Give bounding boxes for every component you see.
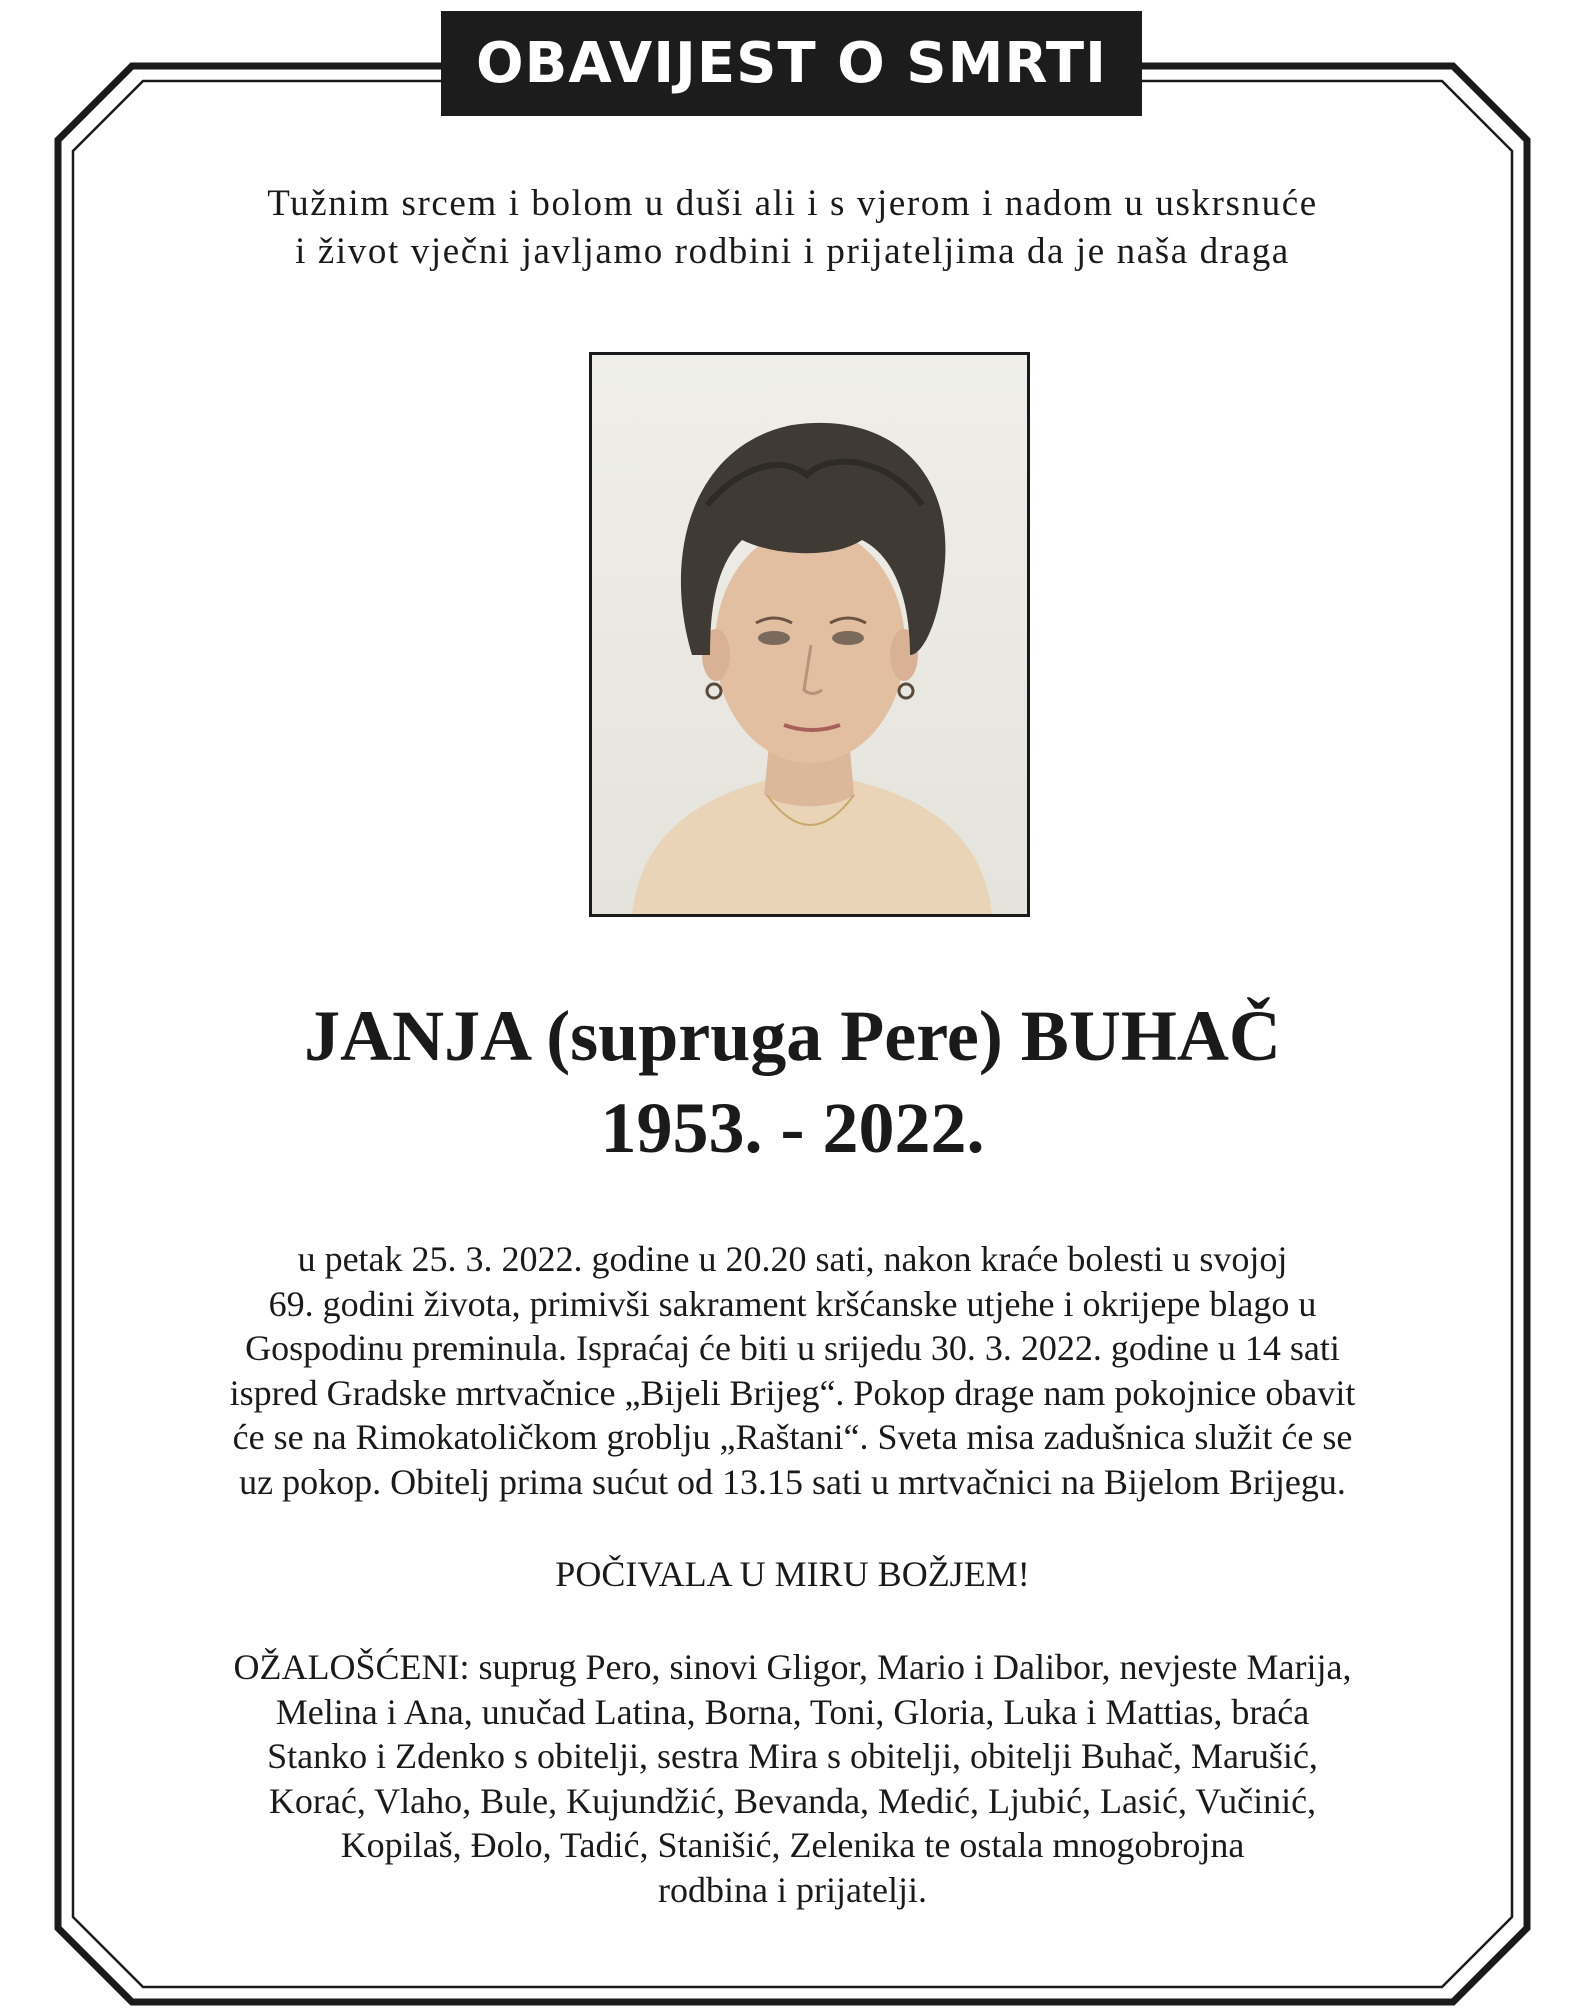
announcement-line: Gospodinu preminula. Ispraćaj će biti u srijedu 30. 3. 2022. godine u 14 sati	[245, 1328, 1340, 1368]
mourners-line: Melina i Ana, unučad Latina, Borna, Toni, Gloria, Luka i Mattias, braća	[275, 1691, 1310, 1732]
announcement-line: ispred Gradske mrtvačnice „Bijeli Brijeg“. Pokop drage nam pokojnice obavit	[229, 1372, 1356, 1413]
mourners-line: OŽALOŠĆENI: suprug Pero, sinovi Gligor, Mario i Dalibor, nevjeste Marija,	[233, 1647, 1352, 1687]
portrait-photo	[589, 352, 1030, 917]
deceased-name: JANJA (supruga Pere) BUHAČ	[304, 996, 1281, 1076]
mourners-line: rodbina i prijatelji.	[658, 1869, 927, 1910]
announcement-text	[150, 1237, 1435, 1504]
deceased-years: 1953. - 2022.	[600, 1088, 985, 1168]
announcement-line: će se na Rimokatoličkom groblju „Raštani“. Sveta misa zadušnica služit će se	[232, 1417, 1353, 1457]
announcement-line: 69. godini života, primivši sakrament kršćanske utjehe i okrijepe blago u	[268, 1283, 1317, 1324]
mourners-line: Korać, Vlaho, Bule, Kujundžić, Bevanda, Medić, Ljubić, Lasić, Vučinić,	[268, 1780, 1317, 1821]
intro-text	[160, 180, 1425, 276]
portrait-photo-icon	[592, 355, 1027, 914]
intro-line: i život vječni javljamo rodbini i prijateljima da je naša draga	[295, 231, 1290, 272]
announcement-line: uz pokop. Obitelj prima sućut od 13.15 sati u mrtvačnici na Bijelom Brijegu.	[239, 1461, 1346, 1502]
notice-title-banner	[441, 11, 1142, 116]
mourners-line: Stanko i Zdenko s obitelji, sestra Mira s obitelji, obitelji Buhač, Marušić,	[267, 1736, 1318, 1776]
intro-line: Tužnim srcem i bolom u duši ali i s vjerom i nadom u uskrsnuće	[267, 183, 1318, 224]
notice-title: OBAVIJEST O SMRTI	[476, 31, 1107, 96]
announcement-line: u petak 25. 3. 2022. godine u 20.20 sati, nakon kraće bolesti u svojoj	[297, 1239, 1288, 1279]
mourners-line: Kopilaš, Đolo, Tadić, Stanišić, Zelenika te ostala mnogobrojna	[340, 1825, 1245, 1865]
mourners-list	[150, 1645, 1435, 1912]
closing-prayer: POČIVALA U MIRU BOŽJEM!	[555, 1554, 1030, 1594]
